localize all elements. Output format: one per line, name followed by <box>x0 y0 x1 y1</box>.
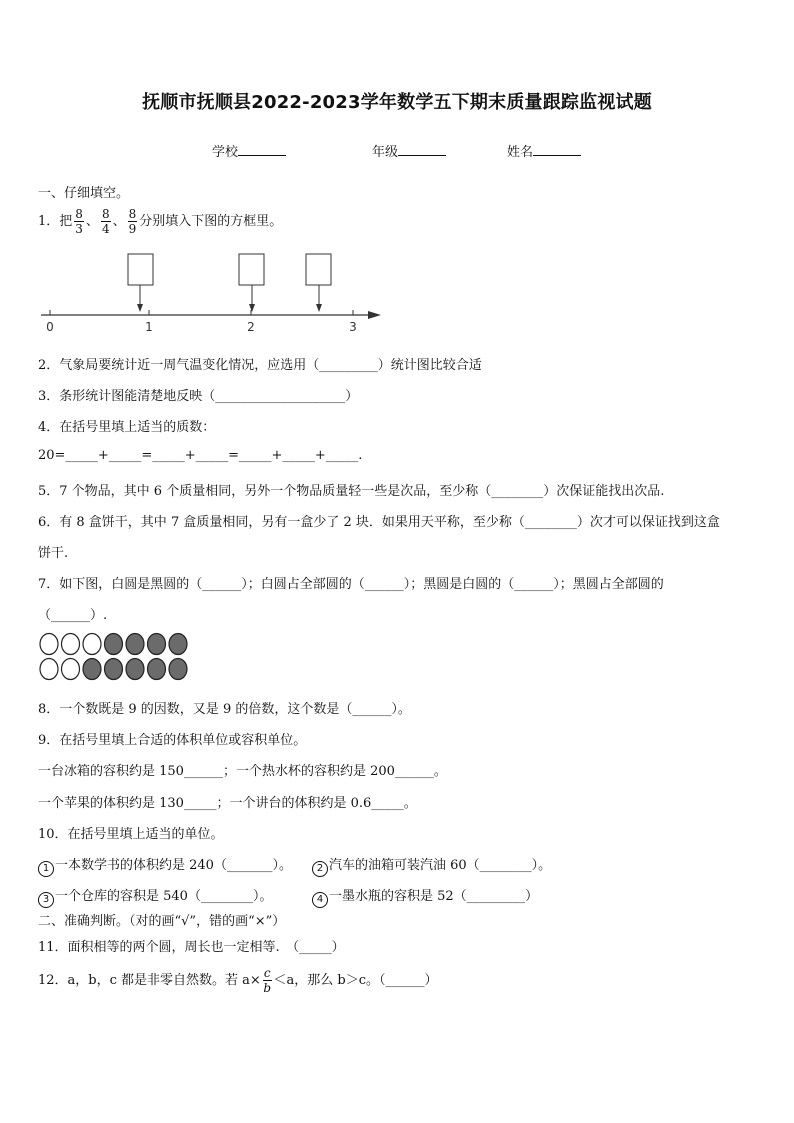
fraction-8-4: $\frac{8}{4}$ <box>101 207 110 236</box>
tick-label-3: 3 <box>349 320 357 334</box>
name-blank[interactable] <box>533 143 581 156</box>
black-circle <box>169 634 187 655</box>
question-2: 2．气象局要统计近一周气温变化情况，应选用（_________）统计图比较合适 <box>38 358 482 373</box>
tick-label-1: 1 <box>145 320 153 334</box>
black-circle <box>105 634 123 655</box>
question-4-line2: 20=_____+_____=_____+_____=_____+_____+_____. <box>38 448 363 463</box>
grade-label: 年级 <box>372 145 399 160</box>
white-circle <box>83 634 101 655</box>
name-label: 姓名 <box>507 145 534 160</box>
black-circle <box>148 659 166 680</box>
q1-sep2: 、 <box>112 214 126 229</box>
number-line-figure <box>36 246 386 338</box>
section1-heading: 一、仔细填空。 <box>38 186 130 201</box>
name-field <box>507 141 581 160</box>
black-circle <box>169 659 187 680</box>
question-11: 11．面积相等的两个圆，周长也一定相等. （_____） <box>38 940 345 955</box>
black-circle <box>83 659 101 680</box>
question-10-item-1: 1 一本数学书的体积约是 240（_______）。 <box>38 854 292 877</box>
white-circle <box>40 659 58 680</box>
black-circle <box>126 659 144 680</box>
arrow-right-icon <box>368 311 381 319</box>
question-8: 8．一个数既是 9 的因数，又是 9 的倍数，这个数是（______）。 <box>38 702 411 717</box>
question-1 <box>38 206 282 238</box>
circled-number-3: 3 <box>38 892 54 908</box>
question-3: 3．条形统计图能清楚地反映（____________________） <box>38 389 359 404</box>
q1-prefix: 1．把 <box>38 214 73 229</box>
question-9-line2: 一台冰箱的容积约是 150______；一个热水杯的容积约是 200______。 <box>38 764 447 779</box>
question-9-line1: 9．在括号里填上合适的体积单位或容积单位。 <box>38 733 307 748</box>
black-circle <box>148 634 166 655</box>
page-title: 抚顺市抚顺县2022-2023学年数学五下期末质量跟踪监视试题 <box>142 92 652 113</box>
circles-figure <box>38 632 198 682</box>
circled-number-1: 1 <box>38 861 54 877</box>
grade-field <box>372 141 446 160</box>
circled-number-4: 4 <box>312 892 328 908</box>
white-circle <box>40 634 58 655</box>
question-7-line2: （______）. <box>38 608 108 623</box>
q12-prefix: 12．a，b，c 都是非零自然数。若 a× <box>38 973 261 988</box>
fraction-c-b: $\frac{c}{b}$ <box>263 966 272 995</box>
answer-box-2[interactable] <box>239 254 264 285</box>
section2-heading: 二、准确判断。（对的画“√”，错的画“×”） <box>38 914 286 929</box>
arrow-down-icon <box>249 304 255 312</box>
question-6-line2: 饼干. <box>38 546 69 561</box>
arrow-down-icon <box>137 304 143 312</box>
white-circle <box>62 634 80 655</box>
question-6-line1: 6．有 8 盒饼干，其中 7 盒质量相同，另有一盒少了 2 块．如果用天平称，至少称（________）次才可以保证找到这盒 <box>38 515 720 530</box>
school-blank[interactable] <box>238 143 286 156</box>
question-10-item-2: 2 汽车的油箱可装汽油 60（________）。 <box>312 854 551 877</box>
q1-sep1: 、 <box>85 214 99 229</box>
question-9-line3: 一个苹果的体积约是 130_____；一个讲台的体积约是 0.6_____。 <box>38 796 417 811</box>
arrow-down-icon <box>316 304 322 312</box>
tick-label-0: 0 <box>46 320 54 334</box>
fraction-8-3: $\frac{8}{3}$ <box>75 207 83 236</box>
q12-suffix: ＜a，那么 b＞c。（______） <box>273 973 438 988</box>
fraction-8-9: $\frac{8}{9}$ <box>128 207 137 236</box>
question-10-item-4: 4 一墨水瓶的容积是 52（_________） <box>312 885 538 908</box>
question-5: 5．7 个物品，其中 6 个质量相同，另外一个物品质量轻一些是次品，至少称（________）次保证能找出次品. <box>38 484 665 499</box>
white-circle <box>62 659 80 680</box>
tick-label-2: 2 <box>247 320 255 334</box>
grade-blank[interactable] <box>398 143 446 156</box>
black-circle <box>105 659 123 680</box>
black-circle <box>126 634 144 655</box>
q1-suffix: 分别填入下图的方框里。 <box>139 214 283 229</box>
answer-box-3[interactable] <box>306 254 331 285</box>
question-10-line1: 10．在括号里填上适当的单位。 <box>38 827 224 842</box>
school-field <box>212 141 286 160</box>
question-10-item-3: 3 一个仓库的容积是 540（________）。 <box>38 885 272 908</box>
question-7-line1: 7．如下图，白圆是黑圆的（______）；白圆占全部圆的（______）；黑圆是白圆的（______）；黑圆占全部圆的 <box>38 577 664 592</box>
school-label: 学校 <box>212 145 239 160</box>
answer-box-1[interactable] <box>128 254 153 285</box>
question-4-line1: 4．在括号里填上适当的质数： <box>38 420 216 435</box>
question-12 <box>38 966 438 996</box>
circled-number-2: 2 <box>312 861 328 877</box>
